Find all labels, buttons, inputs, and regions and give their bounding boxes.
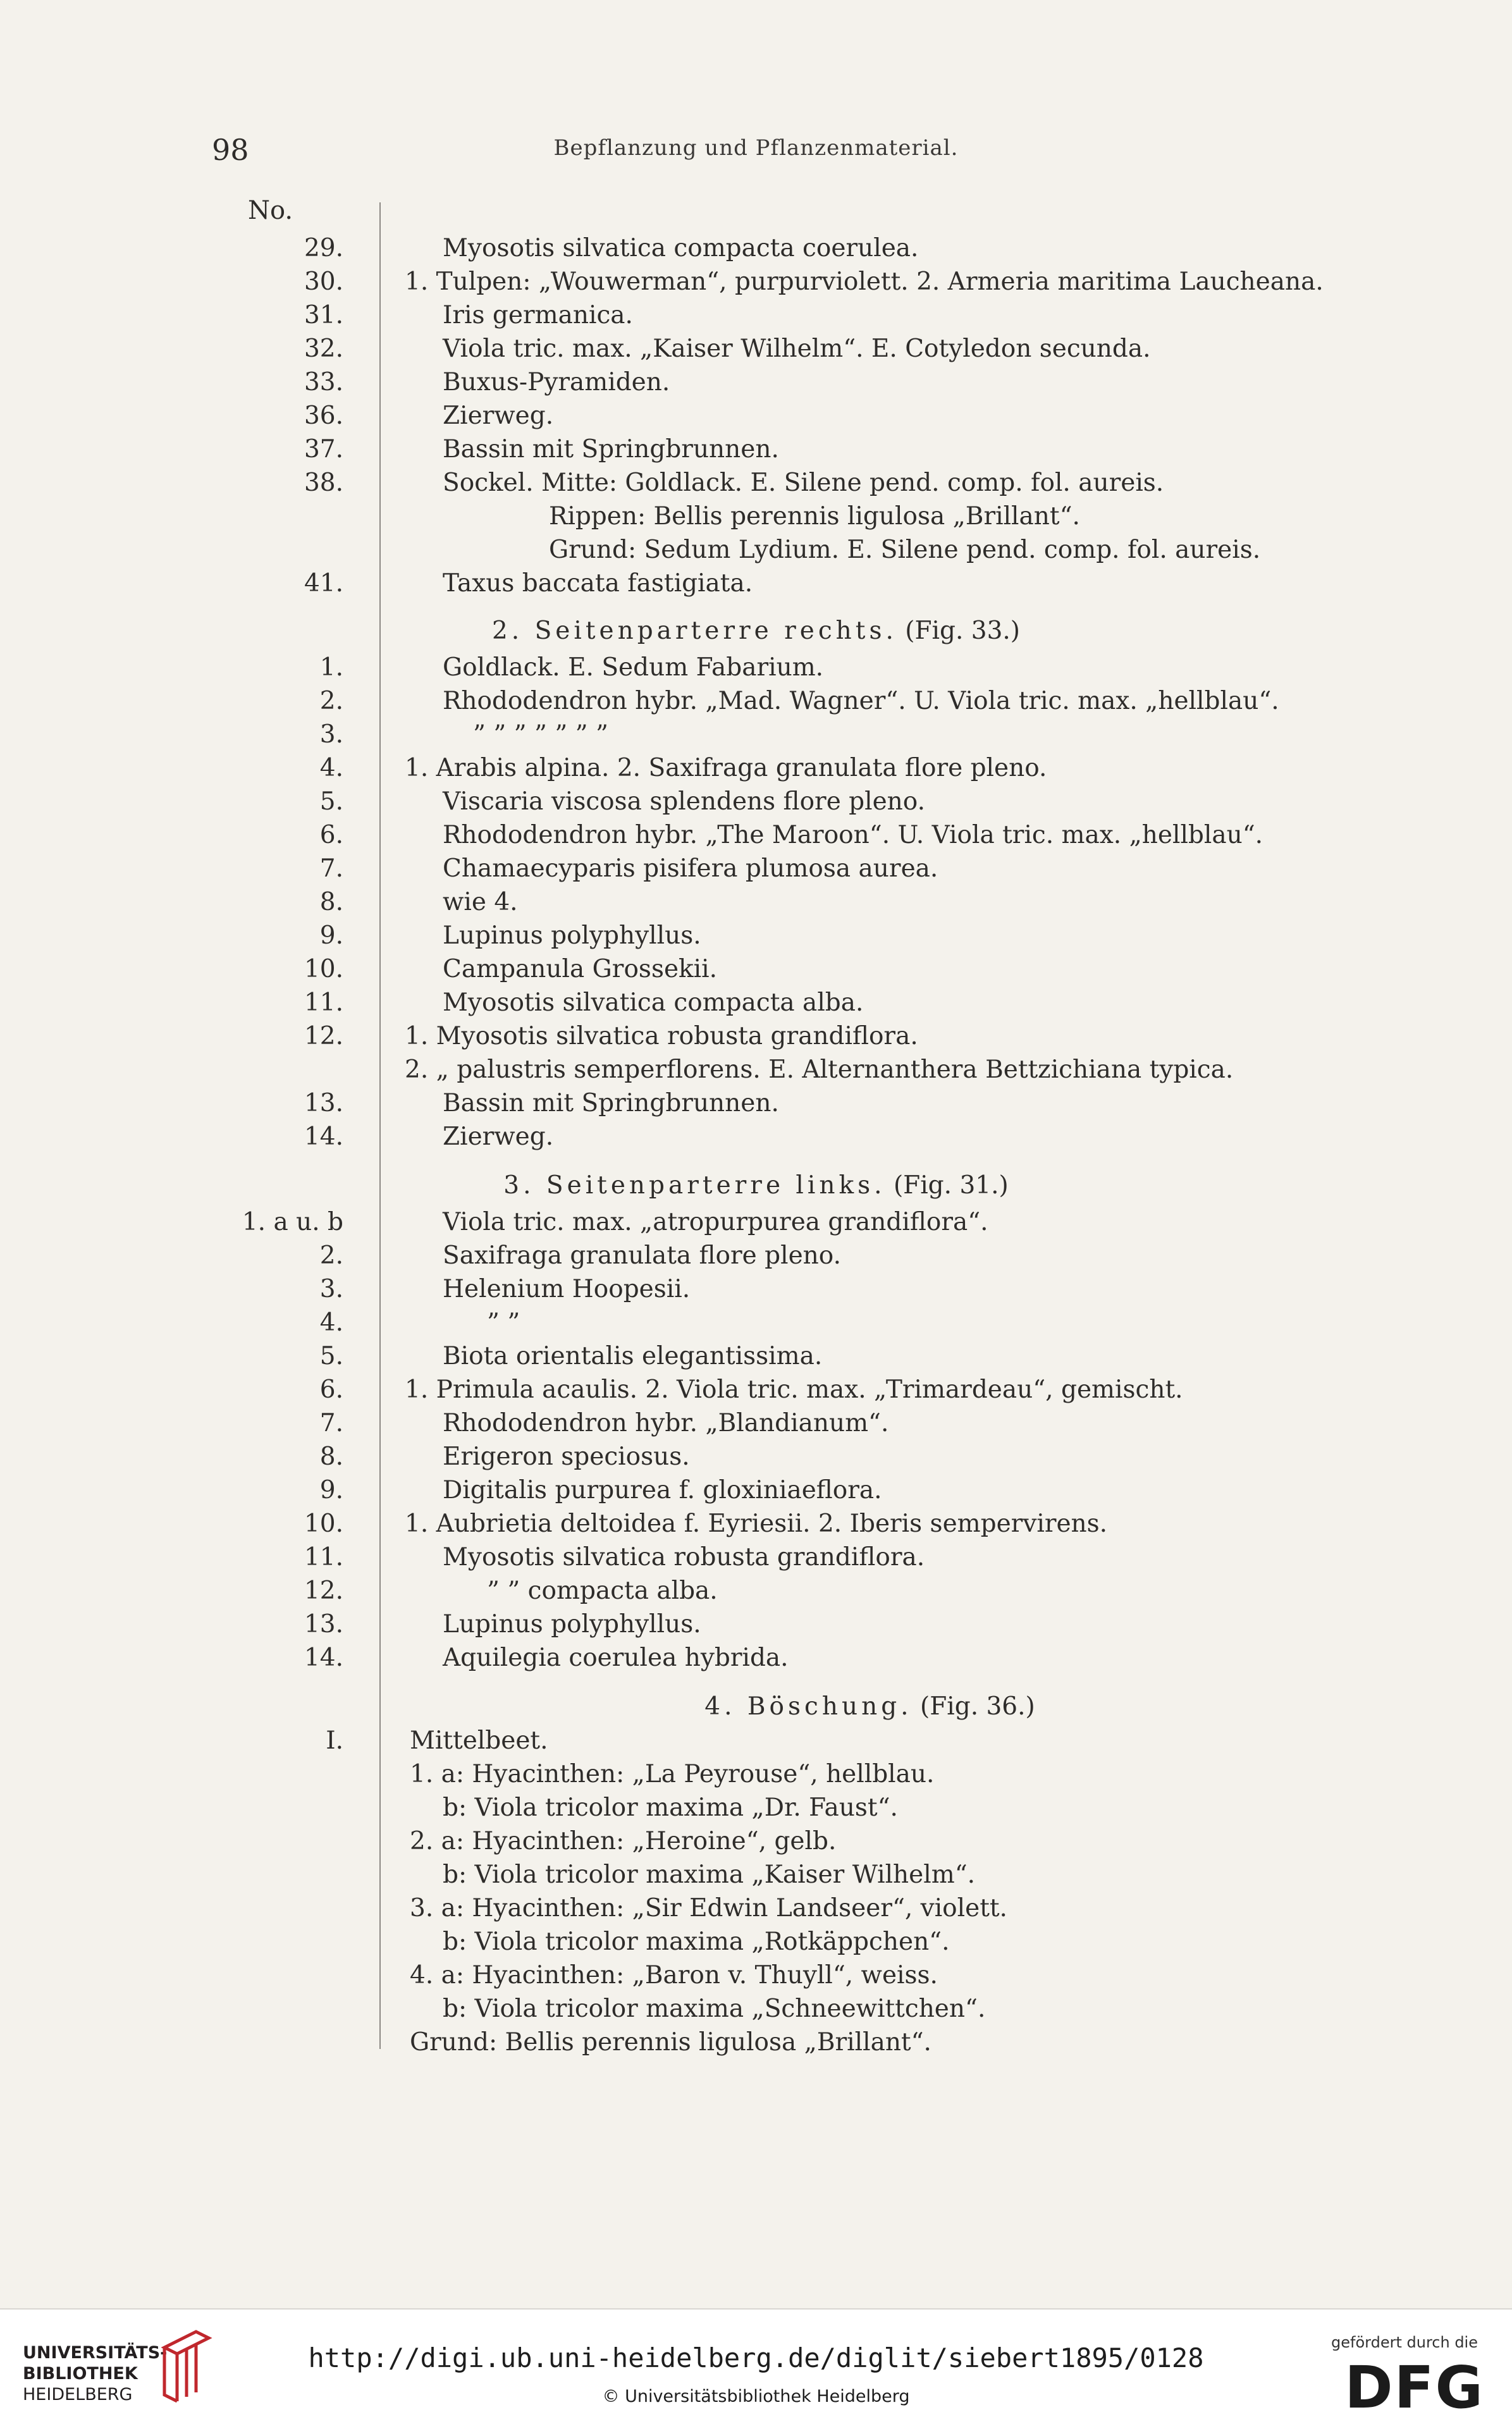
table-row — [0, 787, 1512, 820]
row-text: ” ” — [487, 1308, 520, 1337]
table-row — [0, 1760, 1512, 1793]
row-number: 3. — [319, 720, 343, 749]
library-name-line1: UNIVERSITÄTS- — [23, 2343, 168, 2363]
row-number: 11. — [304, 1543, 343, 1572]
table-row — [0, 888, 1512, 921]
row-number: 7. — [319, 854, 343, 883]
row-text: b: Viola tricolor maxima „Kaiser Wilhelm“. — [443, 1861, 976, 1889]
table-row — [0, 469, 1512, 501]
row-number: 14. — [304, 1644, 343, 1672]
table-row — [0, 1726, 1512, 1759]
table-row — [0, 536, 1512, 569]
row-text: b: Viola tricolor maxima „Dr. Faust“. — [443, 1793, 898, 1822]
source-url[interactable]: http://digi.ub.uni-heidelberg.de/diglit/siebert1895/0128 — [308, 2342, 1204, 2373]
row-text: Rhododendron hybr. „Mad. Wagner“. U. Viola tric. max. „hellblau“. — [443, 687, 1279, 715]
row-number: 38. — [304, 469, 343, 497]
row-text: 1. Tulpen: „Wouwerman“, purpurviolett. 2. Armeria maritima Laucheana. — [405, 268, 1324, 296]
table-row — [0, 1308, 1512, 1341]
row-number: 8. — [319, 888, 343, 916]
row-text: Rippen: Bellis perennis ligulosa „Brillant“. — [549, 502, 1080, 531]
row-number: 10. — [304, 955, 343, 983]
row-text: 2. a: Hyacinthen: „Heroine“, gelb. — [410, 1827, 837, 1855]
table-row — [0, 1577, 1512, 1609]
table-row — [0, 335, 1512, 367]
table-row — [0, 368, 1512, 401]
row-text: Lupinus polyphyllus. — [443, 1610, 701, 1639]
row-text: ” ” ” ” ” ” ” — [473, 720, 608, 749]
table-row — [0, 1409, 1512, 1442]
figure-reference: (Fig. 31.) — [893, 1171, 1009, 1200]
row-number: 12. — [304, 1577, 343, 1605]
row-number: 37. — [304, 435, 343, 464]
table-row — [0, 955, 1512, 988]
section-heading-4 — [0, 1692, 1512, 1721]
library-name-line3: HEIDELBERG — [23, 2385, 133, 2404]
section-title: 2. Seitenparterre rechts. — [491, 617, 897, 645]
table-row — [0, 569, 1512, 602]
row-number: 2. — [319, 1241, 343, 1270]
row-number: 32. — [304, 335, 343, 363]
table-row — [0, 720, 1512, 753]
row-text: Aquilegia coerulea hybrida. — [443, 1644, 789, 1672]
row-number: 29. — [304, 234, 343, 262]
table-row — [0, 301, 1512, 334]
row-number: 13. — [304, 1089, 343, 1117]
table-row — [0, 1928, 1512, 1960]
section-title: 4. Böschung. — [704, 1692, 913, 1721]
table-row — [0, 1275, 1512, 1308]
row-text: 4. a: Hyacinthen: „Baron v. Thuyll“, weiss. — [410, 1961, 938, 1990]
table-row — [0, 1610, 1512, 1643]
table-row — [0, 502, 1512, 535]
row-text: Zierweg. — [443, 402, 554, 430]
row-number: 14. — [304, 1123, 343, 1151]
row-text: Viscaria viscosa splendens flore pleno. — [443, 787, 925, 816]
funding-note: gefördert durch die — [1331, 2334, 1478, 2351]
table-row — [0, 754, 1512, 787]
number-column-header: No. — [248, 196, 293, 225]
table-row — [0, 854, 1512, 887]
row-text: ” ” compacta alba. — [487, 1577, 718, 1605]
row-number: 9. — [319, 1476, 343, 1504]
row-number: 8. — [319, 1443, 343, 1471]
table-row — [0, 234, 1512, 267]
row-text: Viola tric. max. „atropurpurea grandiflora“. — [443, 1208, 988, 1236]
table-row — [0, 402, 1512, 434]
row-text: Mittelbeet. — [410, 1726, 548, 1755]
row-text: 1. Arabis alpina. 2. Saxifraga granulata flore pleno. — [405, 754, 1047, 782]
row-number: 1. — [319, 653, 343, 682]
section-heading-3 — [0, 1171, 1512, 1200]
row-text: Rhododendron hybr. „The Maroon“. U. Viola tric. max. „hellblau“. — [443, 821, 1263, 849]
table-row — [0, 1123, 1512, 1155]
table-row — [0, 1055, 1512, 1088]
dfg-logo: DFG — [1344, 2354, 1484, 2421]
row-text: Chamaecyparis pisifera plumosa aurea. — [443, 854, 938, 883]
table-row — [0, 653, 1512, 686]
table-row — [0, 1022, 1512, 1055]
row-text: 1. Myosotis silvatica robusta grandiflora. — [405, 1022, 918, 1050]
table-row — [0, 821, 1512, 854]
table-row — [0, 1443, 1512, 1475]
row-number: 11. — [304, 988, 343, 1017]
figure-reference: (Fig. 33.) — [905, 617, 1021, 645]
row-text: Sockel. Mitte: Goldlack. E. Silene pend. comp. fol. aureis. — [443, 469, 1164, 497]
row-number: 12. — [304, 1022, 343, 1050]
table-row — [0, 1476, 1512, 1509]
row-number: 9. — [319, 921, 343, 950]
row-number: 13. — [304, 1610, 343, 1639]
row-number: 7. — [319, 1409, 343, 1437]
row-number: 6. — [319, 821, 343, 849]
row-text: b: Viola tricolor maxima „Schneewittchen“. — [443, 1995, 986, 2023]
row-text: Goldlack. E. Sedum Fabarium. — [443, 653, 824, 682]
table-row — [0, 1961, 1512, 1994]
row-number: I. — [326, 1726, 343, 1755]
row-text: Biota orientalis elegantissima. — [443, 1342, 823, 1370]
table-row — [0, 988, 1512, 1021]
table-row — [0, 1342, 1512, 1375]
table-row — [0, 1241, 1512, 1274]
table-row — [0, 2028, 1512, 2061]
row-number: 6. — [319, 1375, 343, 1404]
row-number: 41. — [304, 569, 343, 598]
table-row — [0, 1861, 1512, 1893]
table-row — [0, 1510, 1512, 1542]
table-row — [0, 687, 1512, 720]
row-number: 4. — [319, 754, 343, 782]
table-row — [0, 435, 1512, 468]
row-text: wie 4. — [443, 888, 518, 916]
row-number: 10. — [304, 1510, 343, 1538]
table-row — [0, 1208, 1512, 1241]
table-row — [0, 1644, 1512, 1676]
row-text: Bassin mit Springbrunnen. — [443, 435, 779, 464]
row-text: 3. a: Hyacinthen: „Sir Edwin Landseer“, violett. — [410, 1894, 1007, 1923]
figure-reference: (Fig. 36.) — [919, 1692, 1035, 1721]
row-number: 2. — [319, 687, 343, 715]
table-row — [0, 268, 1512, 300]
section-heading-2 — [0, 617, 1512, 645]
library-name-line2: BIBLIOTHEK — [23, 2364, 138, 2384]
row-text: Saxifraga granulata flore pleno. — [443, 1241, 841, 1270]
row-text: 2. „ palustris semperflorens. E. Alternanthera Bettzichiana typica. — [405, 1055, 1234, 1084]
row-text: Bassin mit Springbrunnen. — [443, 1089, 779, 1117]
row-number: 3. — [319, 1275, 343, 1303]
table-row — [0, 921, 1512, 954]
row-number: 5. — [319, 1342, 343, 1370]
row-number: 1. a u. b — [242, 1208, 343, 1236]
row-text: Myosotis silvatica robusta grandiflora. — [443, 1543, 925, 1572]
footer-bar — [0, 2308, 1512, 2424]
row-text: 1. Primula acaulis. 2. Viola tric. max. „Trimardeau“, gemischt. — [405, 1375, 1183, 1404]
table-row — [0, 1543, 1512, 1576]
table-row — [0, 1894, 1512, 1927]
table-row — [0, 1827, 1512, 1860]
table-row — [0, 1793, 1512, 1826]
row-number: 33. — [304, 368, 343, 397]
table-row — [0, 1995, 1512, 2027]
row-text: 1. Aubrietia deltoidea f. Eyriesii. 2. Iberis sempervirens. — [405, 1510, 1108, 1538]
running-title: Bepflanzung und Pflanzenmaterial. — [553, 135, 959, 161]
row-text: Helenium Hoopesii. — [443, 1275, 691, 1303]
row-text: Zierweg. — [443, 1123, 554, 1151]
table-row — [0, 1089, 1512, 1122]
row-text: Grund: Sedum Lydium. E. Silene pend. comp. fol. aureis. — [549, 536, 1261, 564]
row-text: Buxus-Pyramiden. — [443, 368, 670, 397]
row-text: Iris germanica. — [443, 301, 633, 329]
row-text: Rhododendron hybr. „Blandianum“. — [443, 1409, 889, 1437]
row-text: Taxus baccata fastigiata. — [443, 569, 753, 598]
row-text: Digitalis purpurea f. gloxiniaeflora. — [443, 1476, 882, 1504]
row-text: Lupinus polyphyllus. — [443, 921, 701, 950]
row-text: Myosotis silvatica compacta alba. — [443, 988, 864, 1017]
copyright-notice: © Universitätsbibliothek Heidelberg — [602, 2387, 910, 2406]
row-number: 31. — [304, 301, 343, 329]
row-text: Myosotis silvatica compacta coerulea. — [443, 234, 919, 262]
row-text: b: Viola tricolor maxima „Rotkäppchen“. — [443, 1928, 950, 1956]
row-text: Grund: Bellis perennis ligulosa „Brillant“. — [410, 2028, 931, 2057]
row-number: 4. — [319, 1308, 343, 1337]
row-text: Viola tric. max. „Kaiser Wilhelm“. E. Cotyledon secunda. — [443, 335, 1151, 363]
row-text: 1. a: Hyacinthen: „La Peyrouse“, hellblau. — [410, 1760, 935, 1788]
row-number: 36. — [304, 402, 343, 430]
row-text: Erigeron speciosus. — [443, 1443, 690, 1471]
table-row — [0, 1375, 1512, 1408]
row-text: Campanula Grossekii. — [443, 955, 718, 983]
page-number: 98 — [212, 133, 249, 167]
section-title: 3. Seitenparterre links. — [503, 1171, 886, 1200]
row-number: 30. — [304, 268, 343, 296]
row-number: 5. — [319, 787, 343, 816]
